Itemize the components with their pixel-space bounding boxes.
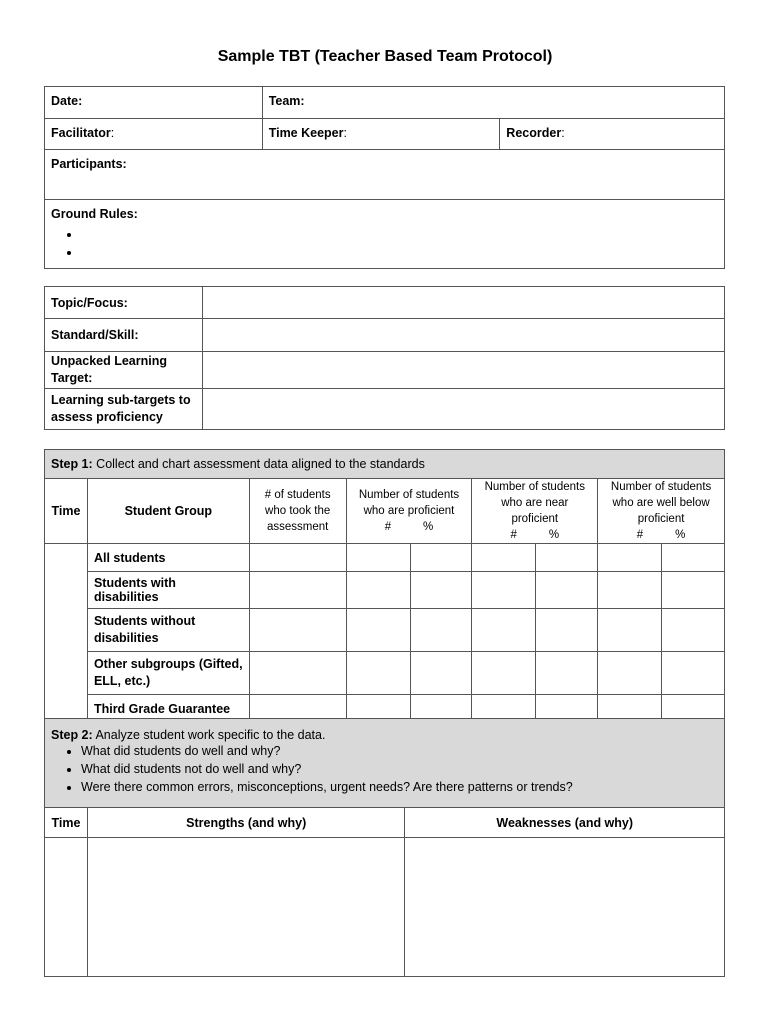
recorder-field[interactable] [500,119,725,150]
standard-label: Standard/Skill: [45,319,203,352]
col-took-line: who took the [265,505,331,517]
step1-prefix: Step 1: [51,457,93,471]
focus-table [44,286,725,430]
step2-table [44,718,725,977]
col-took-line: # of students [264,489,331,501]
date-field[interactable] [45,87,263,119]
group-students-without-disabilities: Students without disabilities [87,609,249,652]
data-cell[interactable] [662,572,725,609]
data-cell[interactable] [346,652,410,695]
group-students-with-disabilities: Students with disabilities [87,572,249,609]
colon: : [561,126,565,140]
strengths-cell[interactable] [87,838,404,977]
standard-input[interactable] [202,319,724,352]
col-near-line: # % [510,529,560,541]
col-time: Time [45,479,88,544]
data-cell[interactable] [662,544,725,572]
header-table [44,86,725,269]
step1-text: Collect and chart assessment data aligned to the standards [92,457,425,471]
subtargets-label [45,389,203,430]
table-row [45,572,725,609]
col-took-assessment [249,479,346,544]
data-cell[interactable] [536,572,598,609]
ground-rules-field[interactable] [45,200,725,269]
document-title: Sample TBT (Teacher Based Team Protocol) [217,48,553,65]
group-other-subgroups: Other subgroups (Gifted, ELL, etc.) [87,652,249,695]
col-proficient-line: Number of students [358,489,460,501]
subtargets-label-line2: assess proficiency [51,410,163,424]
col-well-below [598,479,725,544]
unpacked-label-line1: Unpacked Learning [51,354,167,368]
participants-field[interactable] [45,150,725,200]
col-near-proficient [472,479,598,544]
step1-table [44,449,725,723]
team-label: Team: [268,94,305,108]
data-cell[interactable] [346,609,410,652]
data-cell[interactable] [536,652,598,695]
topic-input[interactable] [202,287,724,319]
col-strengths: Strengths (and why) [87,808,404,838]
table-row [45,544,725,572]
step2-question: • Were there common errors, misconceptions, urgent needs? Are there patterns or trends? [81,778,718,796]
step2-question: • What did students do well and why? [81,742,718,760]
subtargets-label-line1: Learning sub-targets to [51,393,191,407]
time-cell[interactable] [45,544,88,723]
data-cell[interactable] [249,544,346,572]
ground-rule-bullet[interactable] [81,243,718,261]
data-cell[interactable] [472,572,536,609]
data-cell[interactable] [346,544,410,572]
data-cell[interactable] [662,609,725,652]
time-cell[interactable] [45,838,88,977]
data-cell[interactable] [536,609,598,652]
unpacked-label-line2: Target: [51,371,93,385]
step2-prefix: Step 2: [51,728,93,742]
data-cell[interactable] [346,572,410,609]
step1-header [45,450,725,479]
data-cell[interactable] [410,572,472,609]
step2-text: Analyze student work specific to the data. [92,728,326,742]
col-near-line: Number of students [484,481,585,493]
step2-header [45,719,725,808]
col-proficient [346,479,472,544]
time-keeper-label: Time Keeper [268,126,344,140]
data-cell[interactable] [472,652,536,695]
col-below-line: proficient [637,513,685,525]
group-all-students: All students [87,544,249,572]
time-keeper-field[interactable] [262,119,500,150]
data-cell[interactable] [410,544,472,572]
colon: : [343,126,347,140]
col-took-line: assessment [266,521,329,533]
col-student-group: Student Group [87,479,249,544]
weaknesses-cell[interactable] [405,838,725,977]
colon: : [110,126,115,140]
col-below-line: Number of students [610,481,712,493]
data-cell[interactable] [410,609,472,652]
data-cell[interactable] [410,652,472,695]
ground-rule-bullet[interactable] [81,225,718,243]
col-near-line: who are near [501,497,569,509]
ground-rules-label: Ground Rules: [51,207,138,221]
team-field[interactable] [262,87,724,119]
subtargets-input[interactable] [202,389,724,430]
col-near-line: proficient [511,513,559,525]
data-cell[interactable] [472,544,536,572]
data-cell[interactable] [662,652,725,695]
data-cell[interactable] [472,609,536,652]
unpacked-label [45,352,203,389]
data-cell[interactable] [598,652,662,695]
col-below-line: # % [636,529,686,541]
col-time: Time [45,808,88,838]
table-row [45,609,725,652]
data-cell[interactable] [598,572,662,609]
data-cell[interactable] [249,572,346,609]
topic-label: Topic/Focus: [45,287,203,319]
col-proficient-line: # % [384,521,434,533]
col-below-line: who are well below [612,497,710,509]
participants-label: Participants: [51,157,127,171]
step2-question: • What did students not do well and why? [81,760,718,778]
data-cell[interactable] [536,544,598,572]
group-third-grade-guarantee: Third Grade Guarantee [87,695,249,723]
ground-rules-list [51,225,718,261]
step2-questions [51,742,718,796]
data-cell[interactable] [249,652,346,695]
table-row [45,652,725,695]
recorder-label: Recorder [506,126,562,140]
data-cell[interactable] [598,609,662,652]
data-cell[interactable] [598,544,662,572]
facilitator-field[interactable] [45,119,263,150]
col-proficient-line: who are proficient [363,505,455,517]
date-label: Date: [51,94,83,108]
col-weaknesses: Weaknesses (and why) [405,808,725,838]
facilitator-label: Facilitator [51,126,111,140]
unpacked-input[interactable] [202,352,724,389]
data-cell[interactable] [249,609,346,652]
